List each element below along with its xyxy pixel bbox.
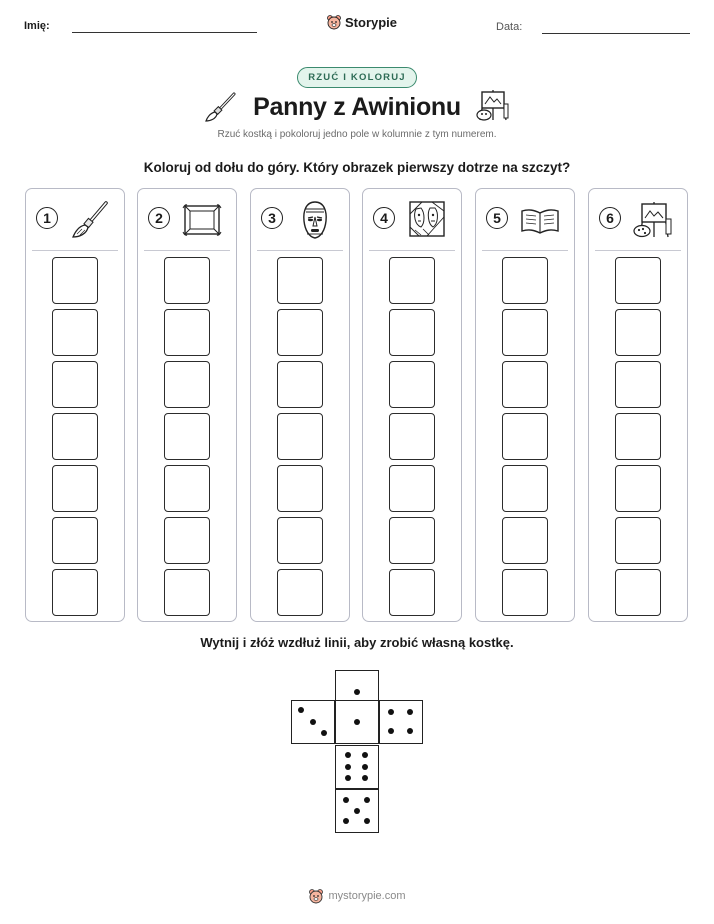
cut-instruction: Wytnij i złóż wzdłuż linii, aby zrobić własną kostkę. [200,635,514,650]
color-cell[interactable] [615,361,661,408]
date-line[interactable] [542,33,690,34]
die-pip [364,818,370,824]
badge: RZUĆ I KOLORUJ [297,67,417,88]
frame-icon [182,199,222,239]
die-pip [407,728,413,734]
column-header [589,189,687,251]
color-cell[interactable] [502,309,548,356]
die-pip [362,775,368,781]
die-face-4 [379,700,423,744]
column-number: 2 [148,207,170,229]
column-6 [588,188,688,622]
color-cell[interactable] [615,569,661,616]
color-cell[interactable] [502,257,548,304]
die-pip [298,707,304,713]
color-cell[interactable] [164,361,210,408]
color-cell[interactable] [389,517,435,564]
color-cell[interactable] [615,413,661,460]
color-cell[interactable] [615,257,661,304]
die-pip [362,764,368,770]
column-number: 5 [486,207,508,229]
footer-url[interactable]: mystorypie.com [328,890,406,902]
color-cell[interactable] [615,465,661,512]
die-pip [388,728,394,734]
die-pip [388,709,394,715]
color-cell[interactable] [277,465,323,512]
column-header [363,189,461,251]
die-pip [343,797,349,803]
column-divider [257,250,343,251]
date-label: Data: [496,21,523,33]
color-cell[interactable] [52,569,98,616]
column-2 [137,188,237,622]
name-label: Imię: [24,20,50,32]
die-pip [362,752,368,758]
footer [0,888,714,904]
color-cell[interactable] [389,569,435,616]
color-cell[interactable] [164,569,210,616]
color-cell[interactable] [615,517,661,564]
column-number: 6 [599,207,621,229]
die-pip [364,797,370,803]
column-4 [362,188,462,622]
color-cell[interactable] [52,257,98,304]
column-header [251,189,349,251]
color-cell[interactable] [615,309,661,356]
open-book-icon [520,199,560,239]
column-number: 4 [373,207,395,229]
color-cell[interactable] [164,413,210,460]
die-pip [343,818,349,824]
color-cell[interactable] [277,517,323,564]
color-cell[interactable] [52,309,98,356]
color-cell[interactable] [277,569,323,616]
easel-palette-icon [633,199,673,239]
color-cell[interactable] [164,465,210,512]
color-cell[interactable] [502,413,548,460]
page-title: Panny z Awinionu [253,93,461,121]
color-cell[interactable] [277,309,323,356]
die-face-6 [335,745,379,789]
color-cell[interactable] [389,465,435,512]
color-cell[interactable] [52,413,98,460]
color-cell[interactable] [52,361,98,408]
color-cell[interactable] [502,361,548,408]
brand-logo [326,14,397,30]
column-3 [250,188,350,622]
column-divider [369,250,455,251]
color-cell[interactable] [277,257,323,304]
die-pip [354,689,360,695]
column-divider [482,250,568,251]
paintbrush-icon [70,199,110,239]
question: Koloruj od dołu do góry. Który obrazek pierwszy dotrze na szczyt? [143,160,571,175]
die-face-5 [335,789,379,833]
color-cell[interactable] [164,257,210,304]
column-divider [595,250,681,251]
column-divider [32,250,118,251]
color-cell[interactable] [502,569,548,616]
easel-title-icon [476,86,510,122]
bear-footer-icon [308,888,324,904]
die-pip [407,709,413,715]
die-pip [354,808,360,814]
die-face-1 [335,700,379,744]
color-cell[interactable] [502,517,548,564]
die-pip [310,719,316,725]
column-header [138,189,236,251]
column-header [476,189,574,251]
color-cell[interactable] [52,517,98,564]
die-pip [345,752,351,758]
color-cell[interactable] [164,309,210,356]
color-cell[interactable] [277,413,323,460]
badge-wrap [0,67,714,88]
die-pip [345,764,351,770]
die-pip [321,730,327,736]
brand-name: Storypie [345,14,398,30]
die-pip [345,775,351,781]
color-cell[interactable] [52,465,98,512]
color-cell[interactable] [389,257,435,304]
column-number: 1 [36,207,58,229]
african-mask-icon [295,199,335,239]
color-cell[interactable] [389,413,435,460]
column-number: 3 [261,207,283,229]
column-1 [25,188,125,622]
column-divider [144,250,230,251]
cubist-faces-icon [407,199,447,239]
color-cell[interactable] [389,309,435,356]
color-cell[interactable] [389,361,435,408]
die-pip [354,719,360,725]
column-header [26,189,124,251]
subtitle: Rzuć kostką i pokoloruj jedno pole w kolumnie z tym numerem. [217,129,497,140]
column-5 [475,188,575,622]
color-cell[interactable] [277,361,323,408]
bear-logo-icon [326,14,342,30]
color-cell[interactable] [164,517,210,564]
color-cell[interactable] [502,465,548,512]
die-face-3 [291,700,335,744]
name-line[interactable] [72,32,257,33]
